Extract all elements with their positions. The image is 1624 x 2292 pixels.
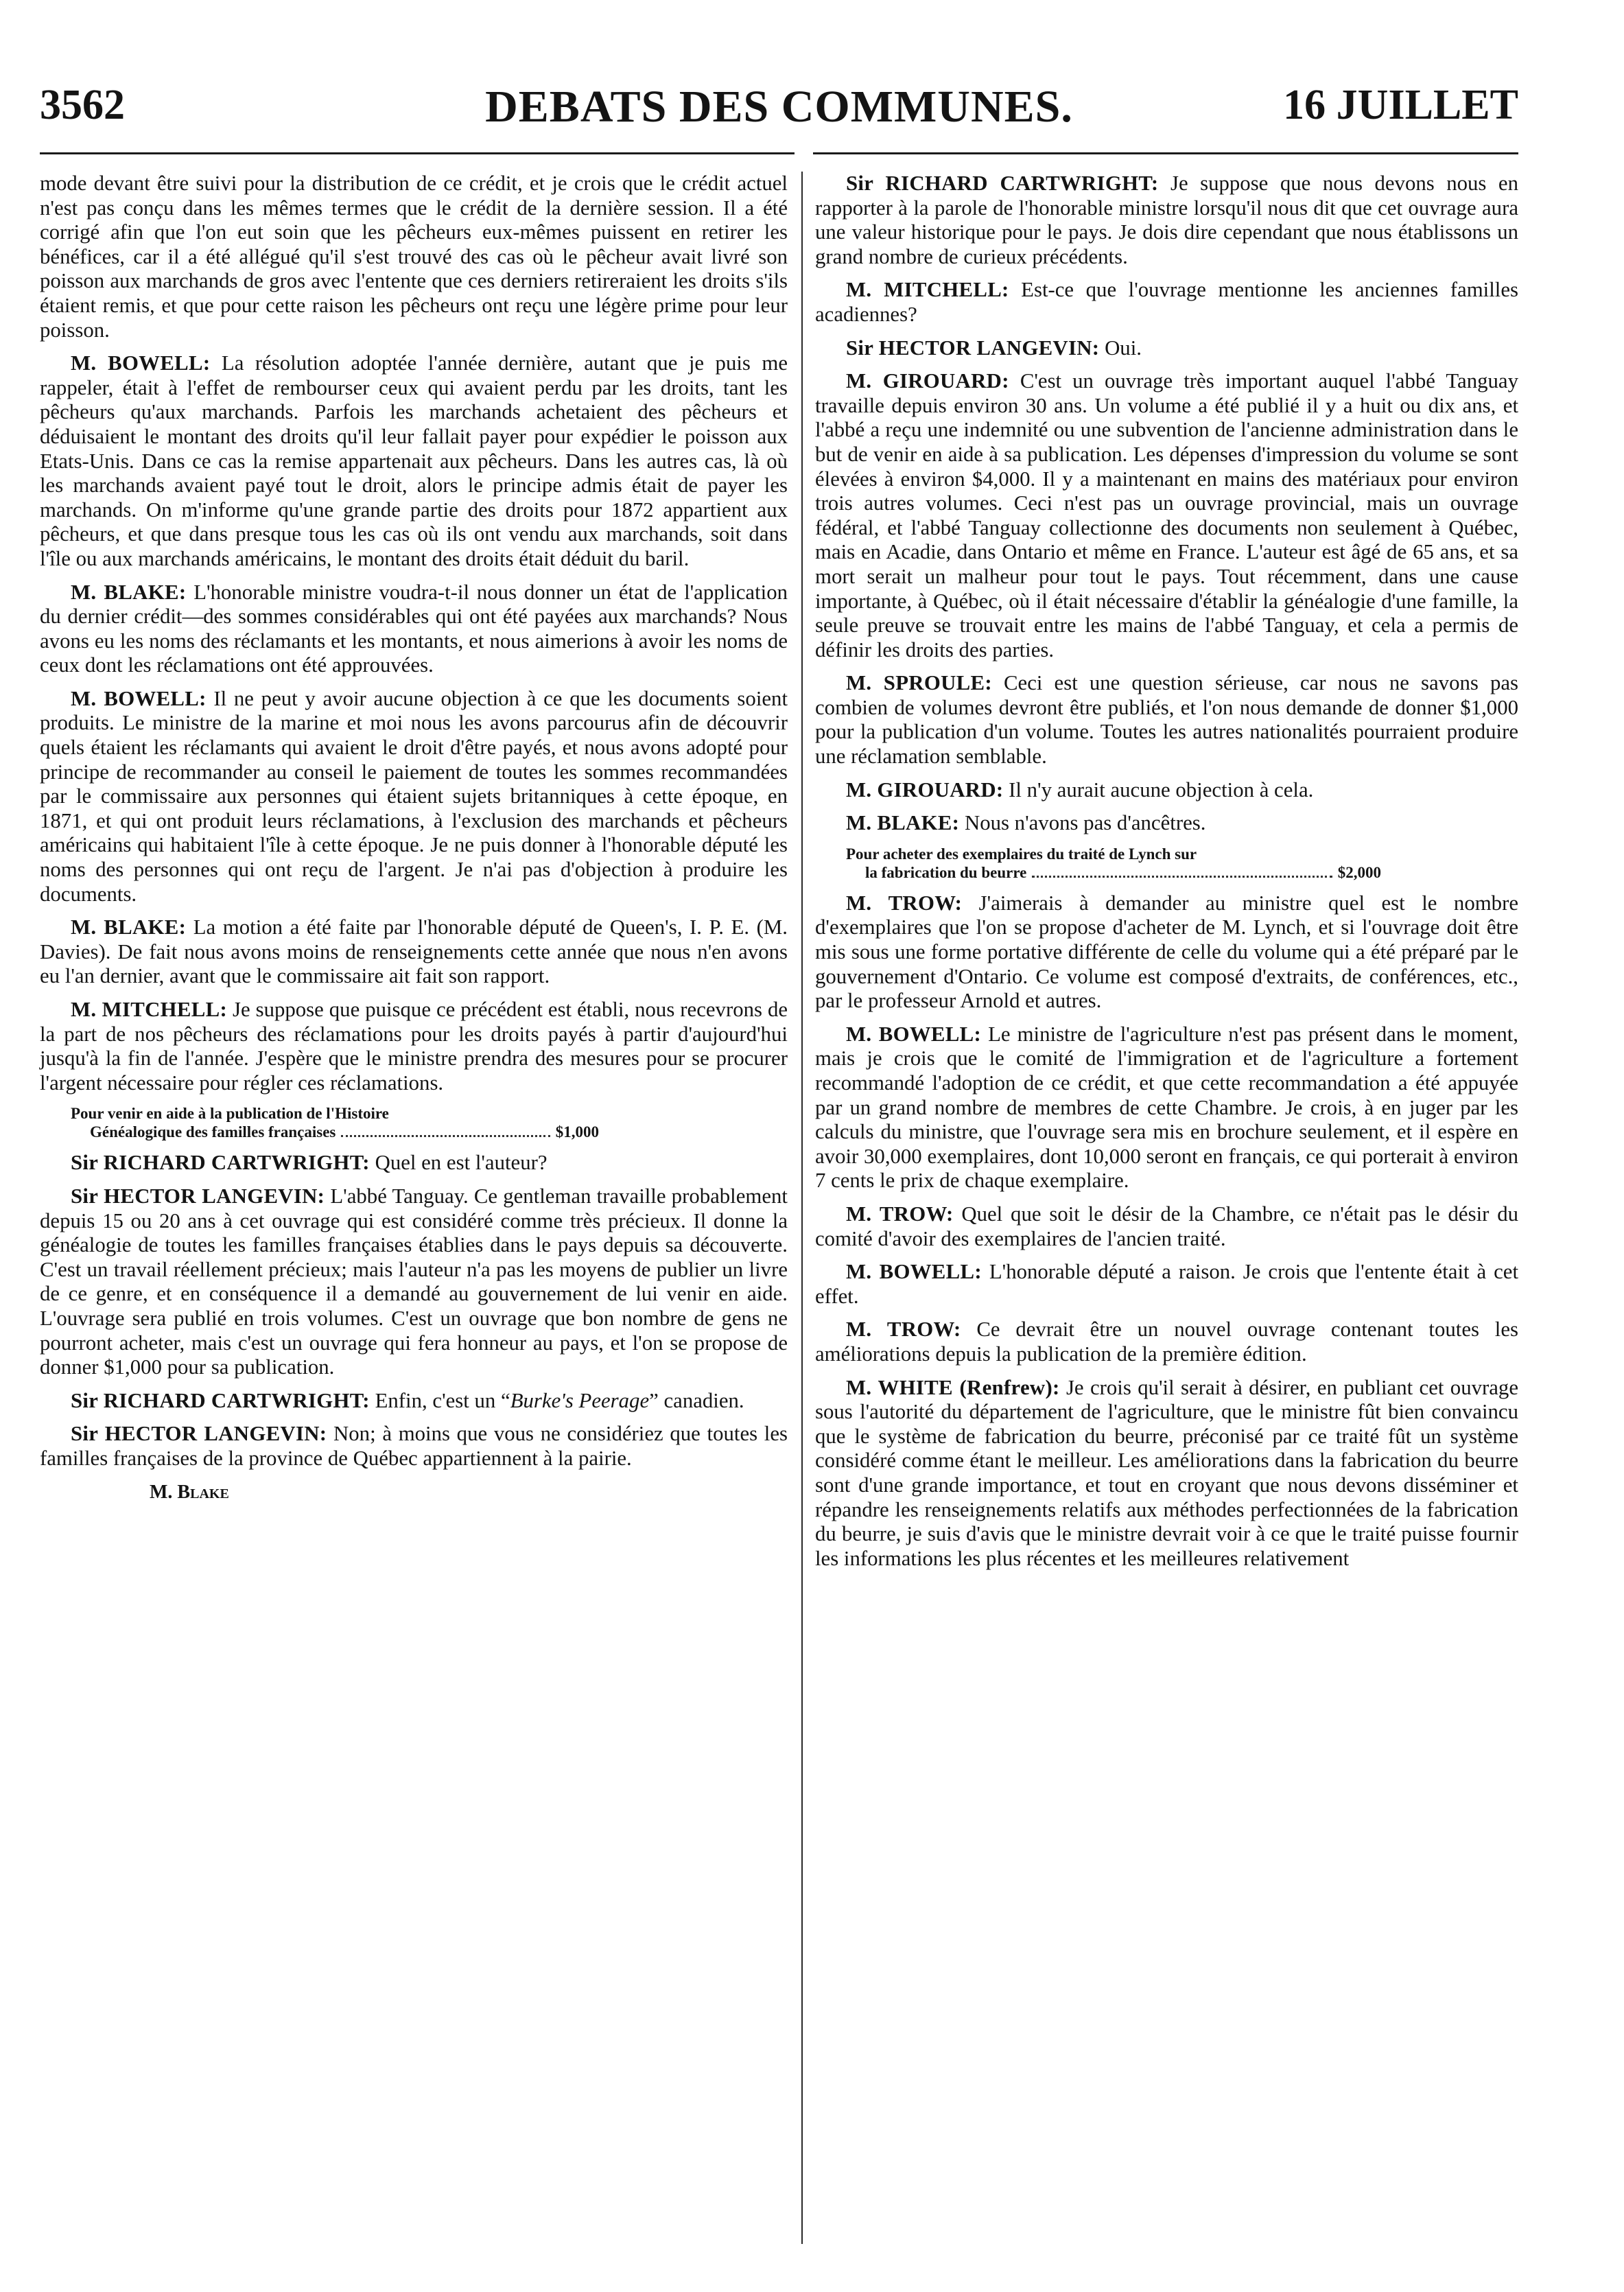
catchword: M. Blake bbox=[150, 1481, 229, 1503]
paragraph: M. TROW: Quel que soit le désir de la Chambre, ce n'était pas le désir du comité d'avoir des exemplaires de l'ancien traité. bbox=[815, 1202, 1519, 1250]
vote-description: Pour venir en aide à la publication de l'Histoire bbox=[71, 1105, 389, 1123]
vote-amount: $2,000 bbox=[1337, 863, 1381, 881]
page-title: DEBATS DES COMMUNES. bbox=[485, 82, 1073, 132]
speaker-name: Sir RICHARD CARTWRIGHT: bbox=[71, 1388, 370, 1412]
paragraph: M. TROW: J'aimerais à demander au ministre quel est le nombre d'exemplaires que l'on se propose d'acheter de M. Lynch, et si l'ouvrage doit être mis sous une forme portative différente de celle du volume qui a été préparé par le gouvernement d'Ontario. Ce volume est composé d'extraits, de conférences, etc., par le professeur Arnold et autres. bbox=[815, 891, 1518, 1013]
speaker-name: M. BLAKE: bbox=[846, 811, 960, 835]
speaker-name: M. WHITE (Renfrew): bbox=[846, 1375, 1060, 1399]
paragraph: M. BLAKE: L'honorable ministre voudra-t-il nous donner un état de l'application du dernier crédit—des sommes considérables qui ont été payées aux marchands? Nous avons eu les noms des réclamants et les montants, et nous aimerions à avoir les noms de ceux dont les réclamations ont été approuvées. bbox=[40, 580, 788, 677]
speaker-name: Sir HECTOR LANGEVIN: bbox=[846, 336, 1100, 360]
vote-item bbox=[846, 845, 1381, 882]
header-rule-right bbox=[813, 152, 1518, 154]
paragraph: M. WHITE (Renfrew): Je crois qu'il serait à désirer, en publiant cet ouvrage sous l'autorité du département de l'agriculture, que le ministre fût bien convaincu que le système de fabrication du beurre, préconisé par ce traité fût un système considéré comme étant le meilleur. Les améliorations dans la fabrication du beurre sont d'une grande importance, et tout en croyant que nous devons disséminer et répandre les renseignements relatifs aux méthodes perfectionnées de la fabrication du beurre, je suis d'avis que le ministre devrait voir à ce que le traité puisse fournir les informations les plus récentes et les meilleures relativement bbox=[815, 1375, 1518, 1570]
paragraph: M. BOWELL: La résolution adoptée l'année dernière, autant que je puis me rappeler, était à l'effet de rembourser ceux qui avaient perdu par les droits, tant les pêcheurs qu'aux marchands. Parfois les marchands achetaient des pêcheurs et déduisaient le montant des droits qu'il leur fallait payer pour expédier le poisson aux Etats-Unis. Dans ce cas la remise appartenait aux pêcheurs. Dans les autres cas, là où les marchands avaient payé tout le droit, alors le principe admis était de payer les marchands. On m'informe qu'une grande partie des droits pour 1872 appartient aux pêcheurs, et que dans presque tous les cas où ils ont vendu aux marchands, soit dans l'île ou aux marchands américains, le montant des droits était déduit du baril. bbox=[40, 351, 788, 570]
paragraph: Sir RICHARD CARTWRIGHT: Quel en est l'auteur? bbox=[71, 1151, 548, 1175]
speaker-name: M. BLAKE: bbox=[71, 915, 187, 939]
emphasis: Burke's Peerage bbox=[510, 1388, 650, 1412]
paragraph: M. BOWELL: Il ne peut y avoir aucune objection à ce que les documents soient produits. Le ministre de la marine et moi nous les avons parcourus afin de découvrir quels étaient les réclamants qui avaient le droit d'être payés, et nous avons adopté pour principe de recommander au conseil le paiement de toutes les sommes recommandées par le commissaire aux personnes qui étaient sujets britanniques à cette époque, en 1871, et qui ont produit leurs réclamations, à l'exclusion des marchands et pêcheurs américains qui habitaient l'île à cette époque. Je ne puis donner à l'honorable député les noms des personnes qui ont reçu de l'argent. Je n'ai pas d'objection à produire les documents. bbox=[40, 686, 788, 906]
speaker-name: M. MITCHELL: bbox=[71, 998, 227, 1021]
speaker-name: M. SPROULE: bbox=[846, 671, 992, 695]
paragraph: M. BOWELL: Le ministre de l'agriculture n'est pas présent dans le moment, mais je crois que le comité de l'immigration et de l'agriculture a fortement recommandé l'adoption de ce crédit, et que cette recommandation a été appuyée par un grand nombre de membres de cette Chambre. Je crois, à en juger par les calculs du ministre, que l'ouvrage sera mis en brochure seulement, et il espère en avoir 30,000 exemplaires, dont 10,000 seront en français, ce qui porterait à environ 7 cents le prix de chaque exemplaire. bbox=[815, 1022, 1518, 1193]
paragraph: Sir HECTOR LANGEVIN: L'abbé Tanguay. Ce gentleman travaille probablement depuis 15 ou 20 ans à cet ouvrage qui est considéré comme très précieux. Il donne la généalogie de toutes les familles françaises établies dans le pays depuis sa découverte. C'est un travail réellement précieux; mais l'auteur n'a pas les moyens de publier un livre de ce genre, et en conséquence il a demandé au gouvernement de lui venir en aide. L'ouvrage sera publié en trois volumes. C'est un ouvrage que bon nombre de gens ne pourront acheter, mais c'est un ouvrage qui fera honneur au pays, et l'on se propose de donner $1,000 pour sa publication. bbox=[40, 1184, 788, 1379]
vote-amount: $1,000 bbox=[555, 1123, 599, 1141]
right-column bbox=[815, 172, 1518, 1580]
paragraph: mode devant être suivi pour la distribution de ce crédit, et je crois que le crédit actuel n'est pas conçu dans les mêmes termes que le crédit de la dernière session. Il a été corrigé afin que l'on eut soin que les pêcheurs eux-mêmes puissent en retirer les bénéfices, car il a été allégué qu'il s'est trouvé des cas où le pêcheur avait livré son poisson aux marchands de gros avec l'entente que ces derniers retireraient les droits s'ils étaient remis, et que pour cette raison les pêcheurs ont reçu une légère prime pour leur poisson. bbox=[40, 172, 788, 342]
speaker-name: Sir HECTOR LANGEVIN: bbox=[71, 1422, 327, 1446]
paragraph: M. BLAKE: La motion a été faite par l'honorable député de Queen's, I. P. E. (M. Davies). De fait nous avons moins de renseignements cette année que nous n'en avons eu l'an dernier, avant que le commissaire ait fait son rapport. bbox=[40, 915, 788, 988]
paragraph: M. MITCHELL: Je suppose que puisque ce précédent est établi, nous recevrons de la part de nos pêcheurs des réclamations pour les droits payés à partir d'aujourd'hui jusqu'à la fin de l'année. J'espère que le ministre prendra des mesures pour se procurer l'argent nécessaire pour régler ces réclamations. bbox=[40, 998, 788, 1095]
speaker-name: Sir RICHARD CARTWRIGHT: bbox=[71, 1151, 370, 1175]
column-divider bbox=[801, 172, 803, 2244]
speaker-name: Sir HECTOR LANGEVIN: bbox=[71, 1184, 325, 1208]
paragraph: M. MITCHELL: Est-ce que l'ouvrage mentionne les anciennes familles acadiennes? bbox=[815, 278, 1519, 326]
vote-description: Pour acheter des exemplaires du traité de Lynch sur bbox=[846, 845, 1197, 863]
paragraph: M. SPROULE: Ceci est une question sérieuse, car nous ne savons pas combien de volumes devront être publiés, et l'on nous demande de donner $1,000 pour la publication d'un volume. Toutes les autres nationalités pourraient produire une réclamation semblable. bbox=[815, 671, 1518, 769]
speaker-name: M. TROW: bbox=[846, 1202, 954, 1226]
dot-leader bbox=[341, 1135, 550, 1137]
page-header bbox=[40, 81, 1518, 143]
vote-description-cont: la fabrication du beurre bbox=[865, 863, 1027, 881]
left-column bbox=[40, 172, 788, 1504]
speaker-name: M. BLAKE: bbox=[71, 580, 187, 604]
header-rule-left bbox=[40, 152, 795, 154]
speaker-name: M. GIROUARD: bbox=[846, 369, 1009, 393]
speaker-name: M. TROW: bbox=[846, 891, 963, 915]
vote-description-cont: Généalogique des familles françaises bbox=[90, 1123, 336, 1141]
paragraph: Sir RICHARD CARTWRIGHT: Je suppose que nous devons nous en rapporter à la parole de l'honorable ministre lorsqu'il nous dit que cet ouvrage aura une valeur historique pour le pays. Je dois dire cependant que nous établissons un grand nombre de curieux précédents. bbox=[815, 172, 1518, 268]
paragraph: Sir RICHARD CARTWRIGHT: Enfin, c'est un “Burke's Peerage” canadien. bbox=[71, 1388, 744, 1412]
paragraph: M. BOWELL: L'honorable député a raison. Je crois que l'entente était à cet effet. bbox=[815, 1260, 1519, 1308]
paragraph: Sir HECTOR LANGEVIN: Oui. bbox=[846, 336, 1142, 360]
speaker-name: M. TROW: bbox=[846, 1318, 961, 1342]
paragraph: Sir HECTOR LANGEVIN: Non; à moins que vous ne considériez que toutes les familles françaises de la province de Québec appartiennent à la pairie. bbox=[40, 1422, 788, 1470]
speaker-name: M. MITCHELL: bbox=[846, 278, 1009, 302]
speaker-name: M. BOWELL: bbox=[846, 1260, 982, 1284]
speaker-name: Sir RICHARD CARTWRIGHT: bbox=[846, 172, 1159, 195]
speaker-name: M. BOWELL: bbox=[71, 351, 211, 375]
paragraph: M. BLAKE: Nous n'avons pas d'ancêtres. bbox=[846, 811, 1206, 835]
page-number: 3562 bbox=[40, 82, 125, 128]
paragraph: M. GIROUARD: Il n'y aurait aucune objection à cela. bbox=[846, 777, 1314, 802]
speaker-name: M. BOWELL: bbox=[71, 686, 207, 710]
page-date: 16 JUILLET bbox=[1283, 82, 1518, 128]
speaker-name: M. BOWELL: bbox=[846, 1022, 981, 1046]
speaker-name: M. GIROUARD: bbox=[846, 777, 1004, 802]
paragraph: M. GIROUARD: C'est un ouvrage très important auquel l'abbé Tanguay travaille depuis environ 30 ans. Un volume a été publié il y a huit ou dix ans, et l'abbé a reçu une indemnité ou une subvention de l'ancienne administration dans le but de venir en aide à sa publication. Les dépenses d'impression du volume se sont élevées à environ $4,000. Il y a maintenant en mains des matériaux pour environ trois autres volumes. Ceci n'est pas un ouvrage provincial, mais un ouvrage fédéral, et l'abbé Tanguay collectionne des documents non seulement à Québec, mais en Acadie, dans Ontario et même en France. L'auteur est âgé de 65 ans, et sa mort serait un malheur pour tout le pays. Tout récemment, dans une cause importante, à Québec, où il était nécessaire d'établir la généalogie d'une famille, la seule preuve se trouvait entre les mains de l'abbé Tanguay, et cela a permis de définir les droits des parties. bbox=[815, 369, 1518, 662]
dot-leader bbox=[1032, 876, 1332, 878]
paragraph: M. TROW: Ce devrait être un nouvel ouvrage contenant toutes les améliorations depuis la publication de la première édition. bbox=[815, 1318, 1519, 1366]
vote-item bbox=[71, 1104, 599, 1141]
